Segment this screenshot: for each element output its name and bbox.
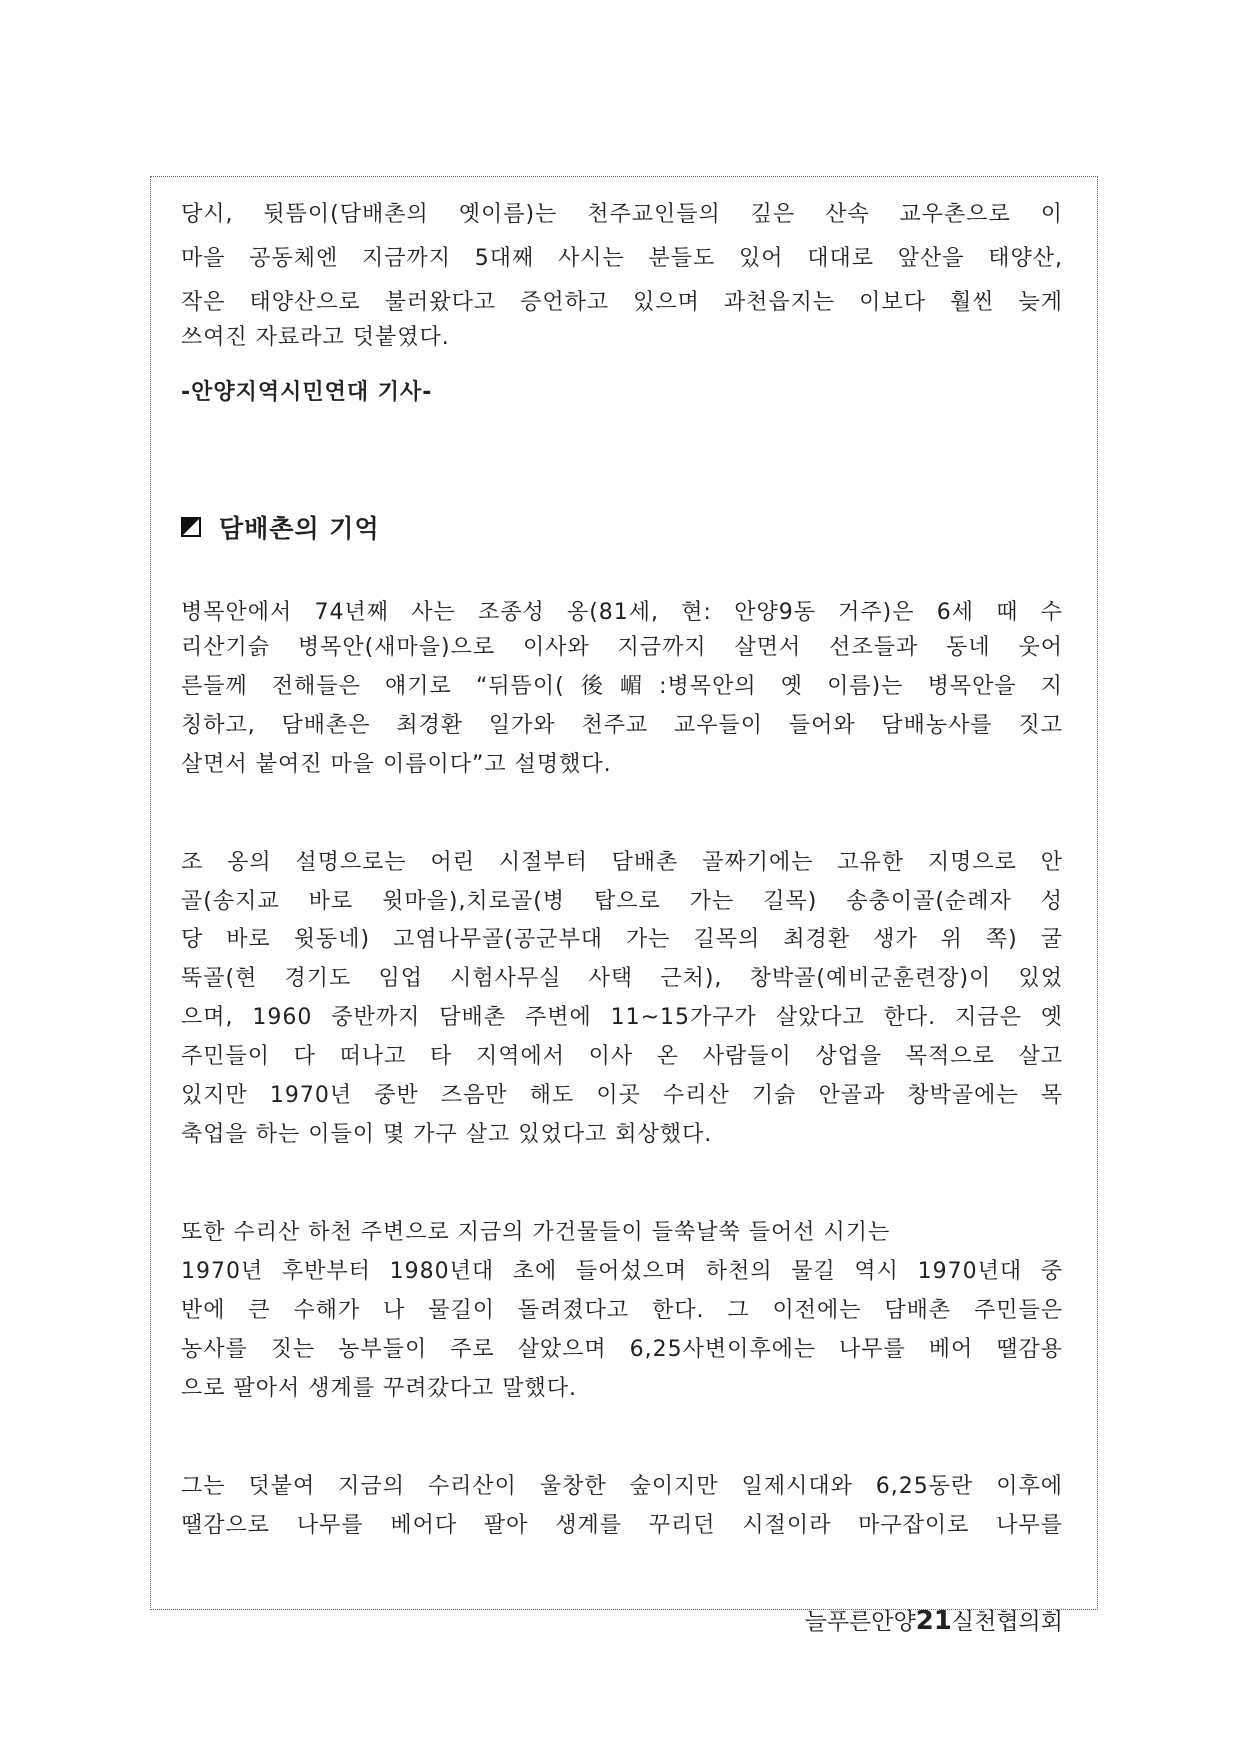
body-line: 반에 큰 수해가 나 물길이 돌려졌다고 한다. 그 이전에는 담배촌 주민들은 xyxy=(181,1298,1063,1323)
section-heading xyxy=(181,510,380,544)
body-line: 으로 팔아서 생계를 꾸려갔다고 말했다. xyxy=(181,1376,577,1401)
footer-prefix: 늘푸른안양 xyxy=(804,1609,916,1635)
body-line: 른들께 전해들은 얘기로 “뒤뜸이(後嵋:병목안의 옛 이름)는 병목안을 지 xyxy=(181,674,1063,699)
body-line: 당시, 뒷뜸이(담배촌의 옛이름)는 천주교인들의 깊은 산속 교우촌으로 이 xyxy=(181,202,1063,227)
body-line: 리산기슭 병목안(새마을)으로 이사와 지금까지 살면서 선조들과 동네 웃어 xyxy=(181,635,1063,660)
body-line: 마을 공동체엔 지금까지 5대째 사시는 분들도 있어 대대로 앞산을 태양산, xyxy=(181,246,1063,271)
body-line: 또한 수리산 하천 주변으로 지금의 가건물들이 들쑥날쑥 들어선 시기는 xyxy=(181,1220,891,1245)
body-line: 당 바로 윗동네) 고염나무골(공군부대 가는 길목의 최경환 생가 위 쪽) 굴 xyxy=(181,927,1063,952)
body-line: 주민들이 다 떠나고 타 지역에서 이사 온 사람들이 상업을 목적으로 살고 xyxy=(181,1044,1063,1069)
body-line: 으며, 1960 중반까지 담배촌 주변에 11~15가구가 살았다고 한다. 지금은 옛 xyxy=(181,1005,1063,1030)
footer-number: 21 xyxy=(915,1606,952,1636)
body-line: 병목안에서 74년째 사는 조종성 옹(81세, 현: 안양9동 거주)은 6세 때 수 xyxy=(181,600,1063,625)
body-line: 땔감으로 나무를 베어다 팔아 생계를 꾸리던 시절이라 마구잡이로 나무를 xyxy=(181,1513,1063,1538)
body-line: 그는 덧붙여 지금의 수리산이 울창한 숲이지만 일제시대와 6,25동란 이후에 xyxy=(181,1474,1063,1499)
body-line: 있지만 1970년 중반 즈음만 해도 이곳 수리산 기슭 안골과 창박골에는 목 xyxy=(181,1083,1063,1108)
body-line: 살면서 붙여진 마을 이름이다”고 설명했다. xyxy=(181,752,612,777)
body-line: 축업을 하는 이들이 몇 가구 살고 있었다고 회상했다. xyxy=(181,1122,713,1147)
half-filled-square-icon xyxy=(181,517,201,537)
body-line: 쓰여진 자료라고 덧붙였다. xyxy=(181,325,450,350)
body-line: 골(송지교 바로 윗마을),치로골(병 탑으로 가는 길목) 송충이골(순례자 성 xyxy=(181,889,1063,914)
page-footer xyxy=(805,1604,1063,1639)
body-line: 조 옹의 설명으로는 어린 시절부터 담배촌 골짜기에는 고유한 지명으로 안 xyxy=(181,850,1063,875)
body-line: 작은 태양산으로 불러왔다고 증언하고 있으며 과천읍지는 이보다 훨씬 늦게 xyxy=(181,290,1063,315)
footer-suffix: 실천협의회 xyxy=(951,1609,1063,1635)
body-line: 칭하고, 담배촌은 최경환 일가와 천주교 교우들이 들어와 담배농사를 짓고 xyxy=(181,713,1063,738)
section-heading-title: 담배촌의 기억 xyxy=(219,514,380,543)
body-line: 농사를 짓는 농부들이 주로 살았으며 6,25사변이후에는 나무를 베어 땔감용 xyxy=(181,1337,1063,1362)
body-line: 1970년 후반부터 1980년대 초에 들어섰으며 하천의 물길 역시 1970년대 중 xyxy=(181,1259,1063,1284)
body-line: 뚝골(현 경기도 임업 시험사무실 사택 근처), 창박골(예비군훈련장)이 있었 xyxy=(181,966,1063,991)
source-credit: -안양지역시민연대 기사- xyxy=(181,380,433,405)
